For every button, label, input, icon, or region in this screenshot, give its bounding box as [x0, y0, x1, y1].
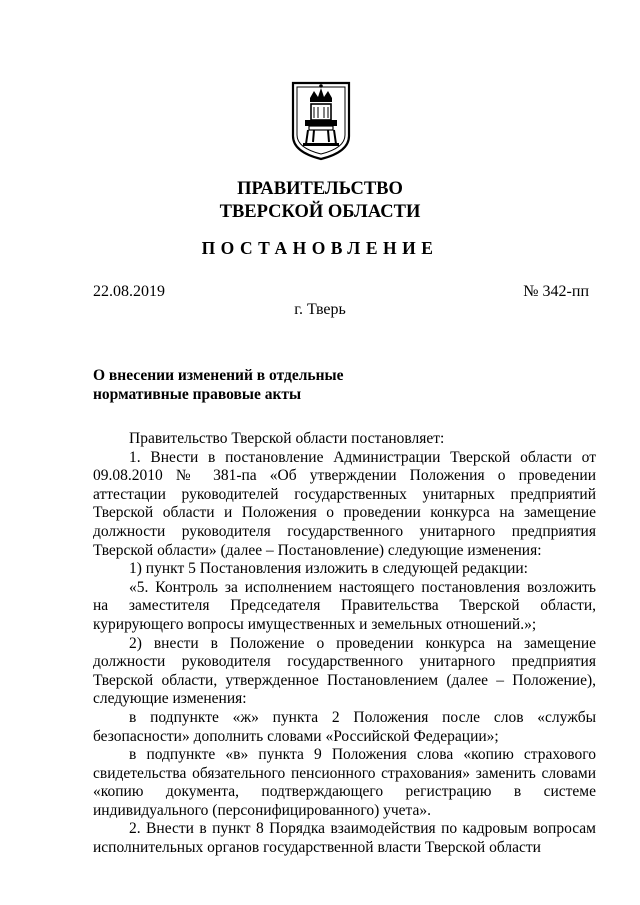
document-number: № 342-пп [523, 283, 589, 300]
government-name-line2: ТВЕРСКОЙ ОБЛАСТИ [219, 202, 421, 222]
document-type-title: ПОСТАНОВЛЕНИЕ [201, 238, 439, 258]
document-date: 22.08.2019 [93, 283, 165, 300]
document-subject [93, 366, 344, 404]
body-paragraph: 2) внести в Положение о проведении конкурса на замещение должности руководителя государственного унитарного предприятия Тверской области, утвержденное Постановлением (далее – Положение), следующие изменения: [93, 634, 596, 708]
subject-line2: нормативные правовые акты [93, 386, 302, 403]
body-paragraph: «5. Контроль за исполнением настоящего постановления возложить на заместителя Председателя Правительства Тверской области, курирующего вопросы имущественных и земельных отношений.»; [93, 578, 596, 633]
body-paragraph: 1. Внести в постановление Администрации Тверской области от 09.08.2010 № 381-па «Об утверждении Положения о проведении аттестации руководителей государственных унитарных предприятий Тверской области и Положения о проведении конкурса на замещение должности руководителя государственного унитарного предприятия Тверской области» (далее – Постановление) следующие изменения: [93, 448, 596, 559]
government-name-line1: ПРАВИТЕЛЬСТВО [237, 179, 403, 199]
body-paragraph: 2. Внести в пункт 8 Порядка взаимодействия по кадровым вопросам исполнительных органов государственной власти Тверской области [93, 820, 596, 857]
body-paragraph: Правительство Тверской области постановляет: [129, 430, 445, 447]
tver-coat-of-arms-icon [290, 80, 352, 162]
body-paragraph: 1) пункт 5 Постановления изложить в следующей редакции: [129, 560, 528, 578]
body-paragraph: в подпункте «в» пункта 9 Положения слова «копию страхового свидетельства обязательного пенсионного страхования» заменить словами «копию документа, подтверждающего регистрацию в системе индивидуального (персонифицированного) учета». [93, 746, 596, 819]
body-paragraph: в подпункте «ж» пункта 2 Положения после слов «службы безопасности» дополнить словами «Российской Федерации»; [93, 708, 596, 745]
document-city: г. Тверь [294, 301, 346, 318]
subject-line1: О внесении изменений в отдельные [93, 367, 344, 384]
document-body [93, 430, 596, 858]
